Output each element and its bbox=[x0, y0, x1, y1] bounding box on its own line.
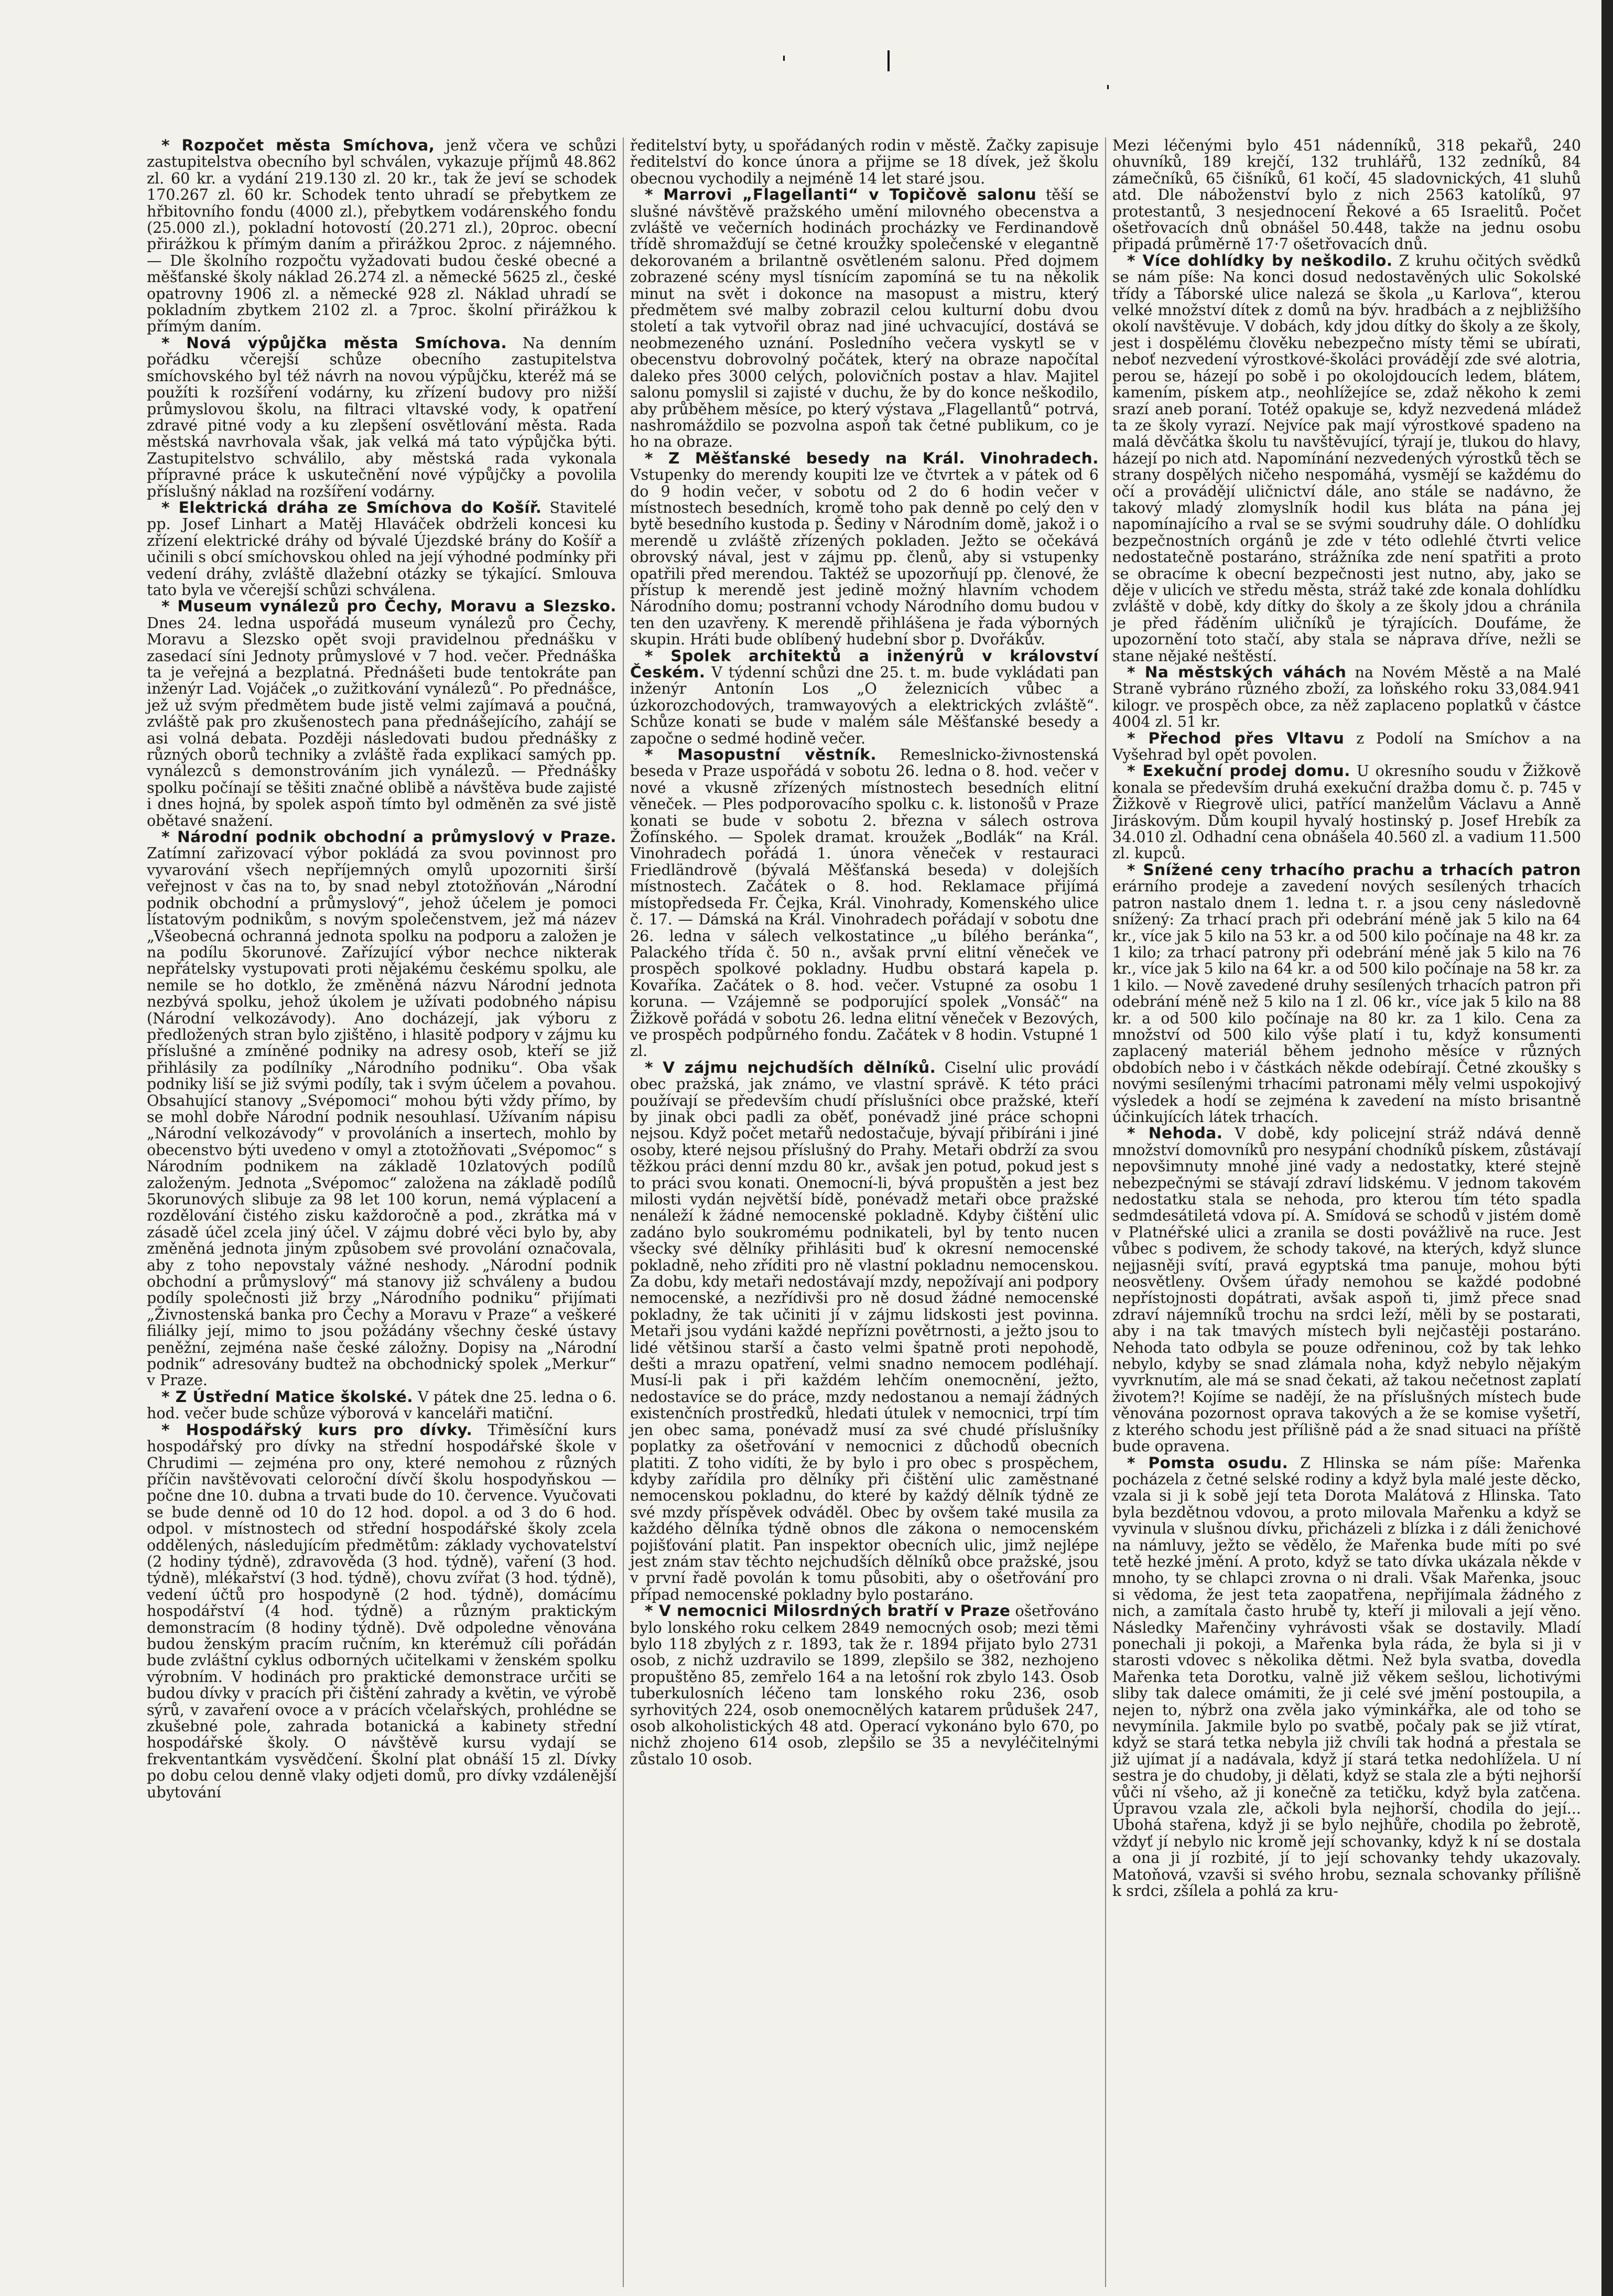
article-body: Dnes 24. ledna uspořádá museum vynálezů pro Čechy, Moravu a Slezsko opět svoji pravidelnou přednášku v zasedací síni Jednoty průmyslové v 7 hod. večer. Přednáška ta je veřejná a bezplatná. Přednášeti bude tentokráte pan inženýr Lad. Vojáček „o zužitkování vynálezů“. Po přednášce, jež už svým předmětem bude jistě velmi zajímavá a poučná, zvláště pak pro zkušenostech pana přednášejícího, zahájí se asi volná debata. Později následovati budou přednášky z různých oborů techniky a zvláště řada explikací samých pp. vynálezců s demonstrováním jich vynálezů. — Přednášky spolku počínají se těšiti značné oblibě a návštěva bude zajisté i dnes hojná, by spolek aspoň tímto byl odměněn za své jistě obětavé snažení. bbox=[147, 614, 616, 829]
article-body: z Podolí na Smíchov a na Vyšehrad byl opět povolen. bbox=[1112, 729, 1582, 764]
article bbox=[630, 137, 1099, 187]
column-2 bbox=[623, 137, 1105, 2287]
article-body: Zatímní zařizovací výbor pokládá za svou povinnost pro vyvarování všech nepříjemných omylů upozorniti širší veřejnost v čas na to, by snad nebyl ztotožňován „Národní podnik obchodní a průmyslový“, jehož účelem je pomoci lístatovým podnikům, s novým společenstvem, jež má název „Všeobecná ochranná jednota spolku na podporu a založen je na podílu 5korunové. Zařízující výbor nechce nikterak nepřátelsky vystupovati proti nějakému českému spolku, ale nemile se ho dotklo, že změněná názvu Národní jednota nezbývá spolku, jehož úkolem je užívati podobného nápisu (Národní velkozávody). Ano docházejí, jak výboru z předložených stran bylo zjištěno, i hlasitě podpory v zájmu ku příslušné a zmíněné podniky na adresy osob, kteří se již přihlásily za podílníky „Národního podniku“. Oba však podniky liší se již svými podíly, tak i svým účelem a povahou. Obsahující stanovy „Svépomoci“ mohou býti vždy přímo, by se mohl dobře Národní podnik nesouhlasí. Užívaním nápisu „Národní velkozávody“ v provoláních a insertech, mohlo by obecenstvo býti uvedeno v omyl a ztotožňovati „Svépomoc“ s Národním podnikem na základě 10zlatových podílů založeným. Jednota „Svépomoc“ založena na základě podílů 5korunových slibuje za 98 let 100 korun, nemá výplacení a rozdělování čistého zisku každoročně a pod., zkrátka má v zásadě účel zcela jiný účel. V zájmu dobré věci bylo by, aby změněná jednota jiným způsobem své provolání označovala, aby z toho nepovstaly vážné neshody. „Národní podnik obchodní a průmyslový“ má stanovy již schváleny a budou podíly společnosti již brzy „Národního podniku“ přijímati „Živnostenská banka pro Čechy a Moravu v Praze“ a veškeré filiálky její, mimo to jsou požádány všechny české ústavy peněžní, zejména naše české záložny. Dopisy na „Národní podnik“ adresovány budtež na obchodnický spolek „Merkur“ v Praze. bbox=[147, 845, 616, 1389]
article bbox=[1112, 137, 1581, 253]
article-body: Z kruhu očitých svědků se nám píše: Na konci dosud nedostavěných ulic Sokolské třídy a Táborské ulice nalezá se škola „u Karlova“, kterou velké množství dítek z domů na býv. hradbách a z nejbližšího okolí navštěvuje. V dobách, kdy jdou dítky do školy a ze školy, jest i dospělému člověku nebezpečno místy těmi se ubírati, neboť nezvedení výrostkové-školáci provádějí zde své alotria, perou se, házejí po sobě i po okolojdoucích ledem, blátem, kamením, pískem atp., neohlížejíce se, zdaž někoho k zemi srazí aneb poraní. Totéž opakuje se, když nezvedená mládež ta ze školy vyrazí. Nejvíce pak mají výrostkové spadeno na malá děvčátka školu tu navštěvující, týrají je, tlukou do hlavy, házejí po nich atd. Napomínání nezvedených výrostků těch se strany dospělých ničeho nespomáhá, vysmějí se každému do očí a provádějí uličnictví dále, ano stále se nadávno, že takový mladý zlomyslník hodil kus bláta na pána jej napomínajícího a rval se se svými soudruhy dále. O dohlídku bezpečnostních orgánů je zde v této odlehlé čtvrti velice nedostatečně postaráno, strážníka zde není spatřiti a proto se obracíme k obecní bezpečnosti jest nutno, aby, jako se děje v ulicích ve středu města, stráž také zde konala dohlídku zvláště v době, kdy dítky do školy a ze školy jdou a chránila je před řáděním uličníků je týrajících. Doufáme, že upozornění toto stačí, aby stala se náprava dříve, nežli se stane nějaké neštěstí. bbox=[1112, 252, 1581, 665]
article-headline: * Nehoda. bbox=[1127, 1124, 1223, 1142]
article bbox=[630, 747, 1099, 1060]
article-body: Mezi léčenými bylo 451 nádenníků, 318 pekařů, 240 ohuvníků, 189 krejčí, 132 truhlářů, 132 zedníků, 84 zámečníků, 65 čišníků, 61 kočí, 45 sladovnických, 41 sluhů atd. Dle náboženství bylo z nich 2563 katolíků, 97 protestantů, 3 nesjednocení Řekové a 65 Israelitů. Počet ošetřovacích dnů obnášel 50.448, takže na jednu osobu připadá průměrně 17·7 ošetřovacích dnů. bbox=[1112, 137, 1581, 253]
top-margin-dot bbox=[1107, 85, 1109, 89]
article-body: Remeslnicko-živnostenská beseda v Praze uspořádá v sobotu 26. ledna o 8. hod. večer v nové a vkusně zřízených místnostech besedních elitní věneček. — Ples podporovacího spolku c. k. listonošů v Praze konati se bude v sobotu 2. března v sálech ostrova Žofínského. — Spolek dramat. kroužek „Bodlák“ na Král. Vinohradech pořádá 1. února věneček v restauraci Friedländrově (bývalá Měšťanská beseda) v dolejších místnostech. Začátek o 8. hod. Reklamace přijímá místopředseda Fr. Čejka, Král. Vinohrady, Komenského ulice č. 17. — Dámská na Král. Vinohradech pořádají v sobotu dne 26. ledna v sálech velkostatince „u bílého beránka“, Palackého třída č. 50 n., avšak první elitní věneček ve prospěch spolkové pokladny. Hudbu obstará kapela p. Kovaříka. Začátek o 8. hod. večer. Vstupné za osobu 1 koruna. — Vzájemně se podporující spolek „Vonsáč“ na Žižkově pořádá v sobotu 26. ledna elitní věneček v Bezových, ve prospěch podpůrného fondu. Začátek v 8 hodin. Vstupné 1 zl. bbox=[630, 746, 1099, 1060]
article-headline: * Rozpočet města Smíchova, bbox=[161, 137, 435, 154]
article-body: Na denním pořádku včerejší schůze obecního zastupitelstva smíchovského byl též návrh na novou výpůjčku, kteréž má se použíti k rozšíření vodárny, ku zřízení budovy pro nižší průmyslovou školu, na filtraci vltavské vody, k opatření zdravé pitné vody a ku zlepšení osvětlování města. Rada městská navrhovala však, jak velká má tato výpůjčka býti. Zastupitelstvo schválilo, aby městská rada vykonala přípravné práce k uskutečnění nové výpůjčky a povolila příslušný náklad na rozšíření vodárny. bbox=[147, 334, 616, 500]
article-body: Stavitelé pp. Josef Linhart a Matěj Hlaváček obdrželi koncesi ku zřízení elektrické dráhy od bývalé Újezdské brány do Košíř a učinili s obcí smíchovskou ohled na její výhodné podmínky při vedení dráhy, zvláště dlažební otázky se týkající. Smlouva tato byla ve včerejší schůzi schválena. bbox=[147, 499, 616, 599]
article-headline: * Na městských váhách bbox=[1127, 663, 1347, 681]
article bbox=[147, 1422, 616, 1801]
article-headline: * Nová výpůjčka města Smíchova. bbox=[161, 333, 507, 352]
top-margin-mark bbox=[887, 50, 890, 71]
article-body: ředitelství byty, u spořádaných rodin v městě. Žačky zapisuje ředitelství do konce února a přijme se 18 dívek, jež školu obecnou vychodily a nejméně 14 let staré jsou. bbox=[630, 137, 1099, 187]
article bbox=[630, 1060, 1099, 1603]
article-body: V týdenní schůzi dne 25. t. m. bude vykládati pan inženýr Antonín Los „O železnicích vůbec a úzkorozchodových, tramwayových a elektrických zvláště“. Schůze konati se bude v malém sále Měšťanské besedy a započne o sedmé hodině večer. bbox=[630, 664, 1099, 747]
article-body: těší se slušné návštěvě pražského umění milovného obecenstva a zvláště ve večerních hodinách procházky ve Ferdinandově třídě shromažďují se četné kroužky společenské v elegantně dekorovaném a brilantně osvětleném salonu. Před dojmem zobrazené scény mysl tísnícím zapomíná se tu na několik minut na svět i dokonce na masopust a mistru, který předmětem své malby zobrazil celou kulturní dobu dvou století a tak vytvořil obraz nad jiné uchvacující, dostává se neobmezeného uznání. Posledního večera vyskytl se v obecenstvu dobrovolný počátek, který na obraze napočítal daleko přes 3000 celých, polovičních postav a hlav. Majitel salonu pomyslil si zajisté v duchu, že by do konce neškodilo, aby průběhem měsíce, po který výstava „Flagellantů“ potrvá, nashromáždilo se pozvolna aspoň tak četné publikum, co je ho na obraze. bbox=[630, 186, 1099, 451]
article-body: U okresního soudu v Žižkově konala se především druhá exekuční dražba domu č. p. 745 v Žižkově v Riegrově ulici, patřící manželům Václavu a Anně Jiráskovým. Dům koupil hyvalý hostinský p. Josef Hrebík za 34.010 zl. Odhadní cena obnášela 40.560 zl. a vadium 11.500 zl. kupců. bbox=[1112, 762, 1581, 863]
article bbox=[1112, 862, 1581, 1126]
article bbox=[1112, 664, 1581, 730]
article-body: V době, kdy policejní stráž ndává denně množství domovníků pro nesypání chodníků pískem, zůstávají nepovšimnuty mnohé jiné vady a nedostatky, které stejně nebezpečnými se stávají zdraví lidskému. V jednom takovém nedostatku stala se nehoda, pro kterou tím této spadla sedmdesátiletá vdova pí. A. Smídová se schodů v jistém domě v Platnéřské ulici a zranila se dosti povážlivě na ruce. Jest vůbec s podivem, že schody takové, na kterých, když slunce nejjasněji svítí, pravá egyptská tma panuje, mohou býti neosvětleny. Ovšem úřady nemohou se každé podobné nepřístojnosti dopátrati, avšak aspoň ti, jimž přece snad zdraví nájemníků trochu na srdci leží, měli by se postarati, aby i na tak tmavých místech byli nejčastěji postaráno. Nehoda tato odbyla se pouze odřeninou, což by tak lehko nebylo, kdyby se snad zlámala noha, když nebylo nějakým vyvrknutím, ale má se snad čekati, až takou nečetnost zaplatí životem?! Kojíme se nadějí, že na příslušných místech bude věnována pozornost oprava takových a že se komise vyšetří, z kterého schodu jest přílišně pád a že snad situaci na příště bude opravena. bbox=[1112, 1125, 1581, 1456]
article-body: V pátek dne 25. ledna o 6. hod. večer bude schůze výborová v kanceláři matiční. bbox=[147, 1388, 616, 1422]
article-headline: * V nemocnici Milosrdných bratří v Praze bbox=[645, 1602, 1011, 1620]
article-body: Vstupenky do merendy koupiti lze ve čtvrtek a v pátek od 6 do 9 hodin večer, v sobotu od 2 do 6 hodin večer v místnostech besedních, kromě toho pak denně po celý den v bytě besedního kustoda p. Šediny v Národním domě, jakož i o merendě u zvláště zřízených pokladen. Ježto se očekává obrovský nával, jest v zájmu pp. členů, aby si vstupenky opatřili před merendou. Taktéž se upozorňují pp. členové, že přístup k merendě jest jedině možný hlavním vchodem Národního domu; postranní vchody Národního domu budou v ten den uzavřeny. K merendě přihlášena je řada výborných skupin. Hráti bude oblíbený hudební sbor p. Dvořákův. bbox=[630, 466, 1099, 649]
article-headline: * Masopustní věstník. bbox=[645, 746, 877, 764]
article bbox=[147, 335, 616, 500]
article-headline: * Elektrická dráha ze Smíchova do Košíř. bbox=[161, 498, 542, 516]
top-margin-dot bbox=[783, 56, 785, 61]
article-headline: * Národní podnik obchodní a průmyslový v Praze. bbox=[161, 828, 616, 846]
article-headline: * Z Ústřední Matice školské. bbox=[161, 1387, 413, 1406]
article-headline: * Spolek architektů a inženýrů v království Českém. bbox=[630, 646, 1099, 681]
article-body: ošetřováno bylo lonského roku celkem 2849 nemocných osob; mezi těmi bylo 118 zbylých z r. 1893, tak že r. 1894 přijato bylo 2731 osob, z nichž uzdravilo se 1899, zlepšilo se 382, nezhojeno propuštěno 85, zemřelo 164 a na letošní rok zbylo 143. Osob tuberkulosních léčeno tam lonského roku 236, osob syrhovitých 224, osob onemocnělých katarem průdušek 247, osob alkoholistických 48 atd. Operací vykonáno bylo 670, po nichž zhojeno 614 osob, zlepšilo se 35 a nevyléčitelnými zůstalo 10 osob. bbox=[630, 1602, 1099, 1768]
article bbox=[1112, 730, 1581, 763]
article-headline: * Museum vynálezů pro Čechy, Moravu a Slezsko. bbox=[161, 597, 616, 616]
article-body: erárního prodeje a zavedení nových sesílených trhacích patron nastalo dnem 1. ledna t. r. a jsou ceny následovně snížený: Za trhací prach při odebrání méně jak 5 kilo na 64 kr., více jak 5 kilo na 53 kr. a od 500 kilo počínaje na 48 kr. za 1 kilo; za trhací patrony při odebrání méně jak 5 kilo na 76 kr., více jak 5 kilo na 64 kr. a od 500 kilo počínaje na 58 kr. za 1 kilo. — Nově zavedené druhy sesílených trhacích patron při odebrání méně než 5 kilo na 1 zl. 06 kr., více jak 5 kilo na 88 kr. a od 500 kilo počínaje na 80 kr. za 1 kilo. Cena za množství od 500 kilo výše platí i tu, když konsumenti zaplacený materiál během jednoho měsíce v různých obdobích nebo i v částkách někde odebírají. Četné zkoušky s novými sesílenými trhacími patronami měly velmi uspokojivý výsledek a hodí se zejména k zavedení na místo brisantně účinkujících látek trhacích. bbox=[1112, 878, 1581, 1126]
article bbox=[147, 500, 616, 598]
column-1 bbox=[140, 137, 623, 2287]
scan-edge bbox=[1601, 0, 1613, 2296]
article-body: Třiměsíční kurs hospodářský pro dívky na střední hospodářské škole v Chrudimi — zejména pro ony, které nemohou z různých příčin navštěvovati celoroční dívčí školu hospodyňskou — počne dne 10. dubna a trvati bude do 10. července. Vyučovati se bude denně od 10 do 12 hod. dopol. a od 3 do 6 hod. odpol. v místnostech od střední hospodářské školy zcela oddělených, následujícím předmětům: základy vychovatelství (2 hodiny týdně), zdravověda (3 hod. týdně), vaření (3 hod. týdně), mlékařství (3 hod. týdně), chovu zvířat (3 hod. týdně), vedení účtů pro hospodyně (2 hod. týdně), domácímu hospodářství (4 hod. týdně) a různým praktickým demonstracím (8 hodiny týdně). Dvě odpoledne věnována budou ženským pracím ručním, kn kterémuž cíli pořádán bude zvláštní cyklus odborných učitelkami v ženském spolku výrobním. V hodinách pro praktické demonstrace určiti se budou dívky v pracích při čištění zahrady a květin, ve výrobě sýrů, v zavaření ovoce a v prácích včelařských, prohlédne se zkušebné pole, zahrada botanická a kabinety střední hospodářské školy. O návštěvě kursu vydají se frekventantkám vysvědčení. Školní plat obnáší 15 zl. Dívky po dobu celou denně vlaky odjeti domů, pro dívky vzdálenější ubytování bbox=[147, 1421, 616, 1801]
article bbox=[147, 829, 616, 1389]
article-body: na Novém Městě a na Malé Straně vybráno různého zboží, za loňského roku 33,084.941 kilogr. ve prospěch obce, za něž zaplaceno poplatků v částce 4004 zl. 51 kr. bbox=[1112, 664, 1582, 731]
article bbox=[147, 598, 616, 829]
article-body: Z Hlinska se nám píše: Mařenka pocházela z četné selské rodiny a když byla malé jeste děcko, vzala si ji k sobě její teta Dorota Malátová z Hlinska. Tato byla bezdětnou vdovou, a proto milovala Mařenku a když se vyvinula v slušnou dívku, přicházeli z blízka i z dáli ženichové na námluvy, ježto se vědělo, že Mařenka bude míti po své tetě hezké jmění. A proto, když se tato dívka ukázala někde v mnoho, ty se chlapci zrovna o ni drali. Však Mařenka, jsouc si vědoma, že jest teta zaopatřena, nepřijímala žádného z nich, a zamítala často hrubě ty, kteří ji milovali a její věno. Následky Mařenčiny vyhrávosti však se dostavily. Mladí ponechali ji pokoji, a Mařenka byla ráda, že byla si ji v starosti vdovec s několika dětmi. Než byla svatba, dovedla Mařenka teta Dorotku, valně již věkem sešlou, lichotivými sliby tak dalece omámiti, že ji celé své jmění postoupila, a nejen to, nýbrž ona zvěla jako výminkářka, ale od toho se nevymínila. Jakmile bylo po svatbě, počaly pak se již vtírat, když se stará tetka nebyla již chvíli tak hodná a přestala se již ujímat jí a nadávala, když jí stará tetka nedohlížela. U ní sestra je do chudoby, ji dělati, když se stala zle a býti nejhorší vůči ní všeho, až ji konečně za tetičku, když byla zatčena. Úpravou vzala zle, ačkoli byla nejhorší, chodila do její... Ubohá stařena, když ji se bylo nejhůře, chodila po žebrotě, vždyť jí nebylo nic kromě její schovanky, když k ní se dostala a ona ji jí rozbité, jí to její schovanky tehdy ukazovaly. Matoňová, vzavši si svého hrobu, seznala schovanky přílišně k srdci, zšílela a pohlá za kru- bbox=[1112, 1454, 1581, 1900]
column-3 bbox=[1105, 137, 1587, 2287]
article-headline: * Přechod přes Vltavu bbox=[1127, 729, 1345, 747]
article-headline: * V zájmu nejchudších dělníků. bbox=[645, 1058, 936, 1076]
article-headline: * Pomsta osudu. bbox=[1127, 1453, 1289, 1472]
article bbox=[1112, 253, 1581, 664]
article bbox=[1112, 1455, 1581, 1900]
article bbox=[147, 137, 616, 335]
article bbox=[630, 187, 1099, 450]
article-headline: * Hospodářský kurs pro dívky. bbox=[161, 1420, 473, 1439]
article bbox=[1112, 763, 1581, 861]
article-headline: * Z Měšťanské besedy na Král. Vinohradech. bbox=[645, 449, 1099, 467]
article bbox=[147, 1389, 616, 1422]
article bbox=[630, 1603, 1099, 1767]
article bbox=[630, 648, 1099, 747]
text-columns bbox=[140, 137, 1587, 2287]
article-headline: * Marrovi „Flagellanti“ v Topičově salonu bbox=[645, 186, 1037, 204]
article bbox=[630, 450, 1099, 648]
article bbox=[1112, 1125, 1581, 1454]
article-headline: * Více dohlídky by neškodilo. bbox=[1127, 251, 1393, 270]
article-body: jenž včera ve schůzi zastupitelstva obecního byl schválen, vykazuje příjmů 48.862 zl. 60 kr. a vydání 219.130 zl. 20 kr., tak že jeví se schodek 170.267 zl. 60 kr. Schodek tento uhradí se přebytkem ze hřbitovního fondu (4000 zl.), přebytkem vodárenského fondu (25.000 zl.), pokladní hotovostí (20.271 zl.), 20proc. obecní přirážkou k přímým daním a přirážkou 2proc. z nájemného. — Dle školního rozpočtu vyžadovati budou české obecné a měšťanské školy náklad 26.274 zl. a německé 5625 zl., české opatrovny 1906 zl. a německé 928 zl. Náklad uhradí se pokladním zbytkem 2102 zl. a 7proc. školní přirážkou k přímým daním. bbox=[147, 137, 616, 336]
article-headline: * Exekuční prodej domu. bbox=[1127, 762, 1351, 780]
article-headline: * Snížené ceny trhacího prachu a trhacích patron bbox=[1127, 860, 1581, 879]
article-body: Ciselní ulic provádí obec pražská, jak známo, ve vlastní správě. K této práci používají se především chudí příslušníci obce pražské, kteří by jinak obci padli za oběť, ponévadž jiné práce schopni nejsou. Když počet metařů nedostačuje, bývají přibíráni i jiné osoby, které nejsou příslušný do Prahy. Metaři obdrží za svou těžkou práci denní mzdu 80 kr., avšak jen potud, pokud jest s to práci svou konati. Onemocní-li, bývá propuštěn a jest bez milosti vydán největší bídě, ponévadž metaři obce pražské nenáleží k žádné nemocenské pokladně. Kdyby čištění ulic zadáno bylo soukromému podnikateli, byl by tento nucen všecky své dělníky přihlásiti buď k okresní nemocenské pokladně, neho zříditi pro ně vlastní pokladnu nemocenskou. Za dobu, kdy metaři nedostávají mzdy, nepožívají ani podpory nemocenské, a nezřídivši pro ně dosud žádné nemocenské pokladny, že tak učiniti jí v zájmu lidskosti jest povinna. Metaři jsou vydáni každé nepřízni povětrnosti, a ježto jsou to lidé většinou starší a často velmi špatně proti nepohodě, dešti a mrazu opatření, velmi snadno nemocem podléhají. Musí-li pak i při každém lehčím onemocnění, ježto, nedostavíce se do práce, mzdy nedostanou a nemají žádných existenčních prostředků, hledati útulek v nemocnici, trpí tím jen obec sama, ponévadž musí za své chudé příslušníky poplatky za ošetřování v nemocnici z důchodů obecních platiti. Z toho vidíti, že by bylo i pro obec s prospěchem, kdyby zařídila pro dělníky při čištění ulic zaměstnané nemocenskou pokladnu, do které by každý dělník týdně ze své mzdy příspěvek odváděl. Obec by ovšem také musila za každého dělníka týdně obnos dle zákona o nemocenském pojišťování platit. Pan inspektor obecních ulic, jimž nejlépe jest znám stav těchto nejchudších dělníků obce pražské, jsou v první řadě povolán k tomu působiti, aby o ošetřování pro případ nemocenské pokladny bylo postaráno. bbox=[630, 1059, 1099, 1603]
